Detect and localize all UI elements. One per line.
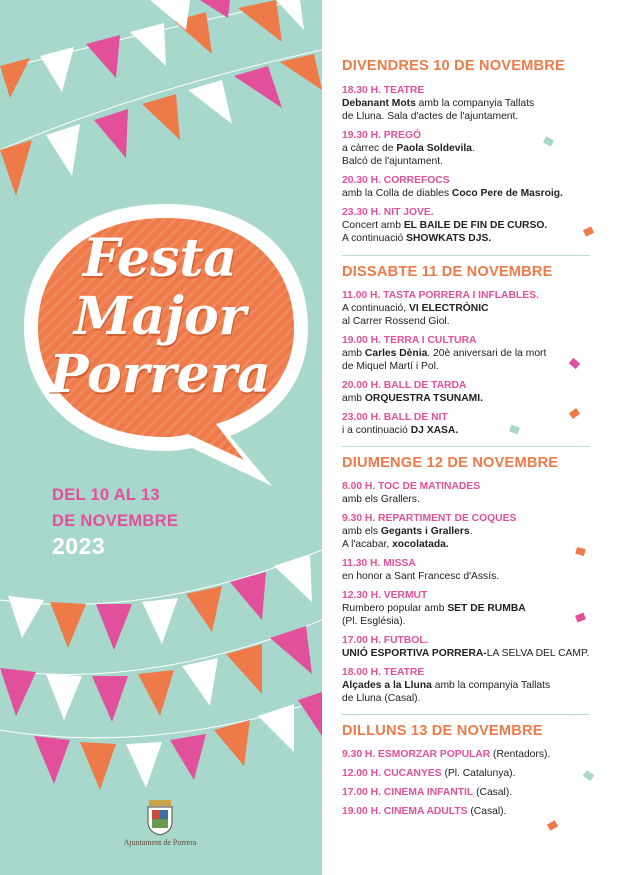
- event-time-title: 20.00 H. BALL DE TARDA: [342, 380, 467, 391]
- event-description: en honor a Sant Francesc d'Assís.: [342, 571, 500, 582]
- poster-year: 2023: [52, 533, 106, 559]
- pennant-row-3: [8, 554, 312, 650]
- event-description: A l'acabar, xocolatada.: [342, 539, 449, 550]
- confetti-piece: [575, 547, 586, 556]
- event-time-title: 9.30 H. REPARTIMENT DE COQUES: [342, 513, 517, 524]
- event-description: amb Carles Dènia. 20è aniversari de la mort: [342, 348, 547, 359]
- confetti-piece: [509, 425, 520, 435]
- event-time-title: 17.00 H. FUTBOL.: [342, 635, 429, 646]
- day-heading-monday: DILLUNS 13 DE NOVEMBRE: [342, 723, 543, 739]
- section-divider: [342, 714, 590, 715]
- program-panel: [322, 0, 622, 875]
- event-time-title: 20.30 H. CORREFOCS: [342, 175, 450, 186]
- coat-of-arms-logo: [130, 796, 190, 841]
- event-entry: 12.00 H. CUCANYES (Pl. Catalunya).: [342, 768, 516, 779]
- poster-title-porrera: Porrera: [49, 344, 271, 405]
- dates-range-line1: DEL 10 AL 13: [52, 486, 160, 504]
- dates-range-line2: DE NOVEMBRE: [52, 512, 179, 530]
- event-description: i a continuació DJ XASA.: [342, 425, 459, 436]
- event-time-title: 23.30 H. NIT JOVE.: [342, 207, 434, 218]
- event-description: A continuació SHOWKATS DJS.: [342, 233, 492, 244]
- event-description: Rumbero popular amb SET DE RUMBA: [342, 603, 526, 614]
- event-description: A continuació, VI ELECTRÒNIC: [342, 303, 489, 314]
- event-description: (Pl. Església).: [342, 616, 406, 627]
- event-description: UNIÓ ESPORTIVA PORRERA-LA SELVA DEL CAMP.: [342, 648, 590, 659]
- event-entry: 19.00 H. CINEMA ADULTS (Casal).: [342, 806, 507, 817]
- event-entry: 17.00 H. CINEMA INFANTIL (Casal).: [342, 787, 513, 798]
- pennant-row-5: [34, 692, 322, 790]
- event-description: amb els Grallers.: [342, 494, 420, 505]
- event-time-title: 18.30 H. TEATRE: [342, 85, 425, 96]
- event-description: Balcó de l'ajuntament.: [342, 156, 443, 167]
- event-time-title: 18.00 H. TEATRE: [342, 667, 425, 678]
- bottom-bunting-decoration: [0, 540, 322, 800]
- event-description: a càrrec de Paola Soldevila.: [342, 143, 475, 154]
- event-description: de Lluna (Casal).: [342, 693, 421, 704]
- event-time-title: 19.00 H. TERRA I CULTURA: [342, 335, 477, 346]
- event-entry: 9.30 H. ESMORZAR POPULAR (Rentadors).: [342, 749, 551, 760]
- event-description: de Lluna. Sala d'actes de l'ajuntament.: [342, 111, 519, 122]
- confetti-piece: [583, 226, 594, 236]
- section-divider: [342, 446, 590, 447]
- event-description: Alçades a la Lluna amb la companyia Tallats: [342, 680, 551, 691]
- event-time-title: 19.30 H. PREGÓ: [342, 130, 421, 141]
- event-description: amb ORQUESTRA TSUNAMI.: [342, 393, 483, 404]
- pennant-row-2: [0, 54, 322, 196]
- coat-of-arms-icon: [130, 796, 190, 836]
- day-heading-friday: DIVENDRES 10 DE NOVEMBRE: [342, 58, 565, 74]
- day-heading-sunday: DIUMENGE 12 DE NOVEMBRE: [342, 455, 559, 471]
- event-description: Debanant Mots amb la companyia Tallats: [342, 98, 535, 109]
- event-time-title: 8.00 H. TOC DE MATINADES: [342, 481, 481, 492]
- day-heading-saturday: DISSABTE 11 DE NOVEMBRE: [342, 264, 553, 280]
- event-time-title: 12.30 H. VERMUT: [342, 590, 428, 601]
- event-description: amb els Gegants i Grallers.: [342, 526, 473, 537]
- organizer-caption: Ajuntament de Porrera: [123, 838, 197, 847]
- event-time-title: 23.00 H. BALL DE NIT: [342, 412, 448, 423]
- poster-title-major: Major: [73, 286, 247, 347]
- event-description: amb la Colla de diables Coco Pere de Masroig.: [342, 188, 563, 199]
- event-description: de Miquel Martí i Pol.: [342, 361, 439, 372]
- confetti-piece: [583, 770, 594, 781]
- event-time-title: 11.00 H. TASTA PORRERA I INFLABLES.: [342, 290, 539, 301]
- confetti-piece: [575, 613, 586, 623]
- confetti-piece: [547, 820, 558, 831]
- event-description: Concert amb EL BAILE DE FIN DE CURSO.: [342, 220, 548, 231]
- confetti-piece: [569, 358, 580, 369]
- event-description: al Carrer Rossend Giol.: [342, 316, 450, 327]
- section-divider: [342, 255, 590, 256]
- confetti-piece: [543, 136, 554, 147]
- event-time-title: 11.30 H. MISSA: [342, 558, 416, 569]
- confetti-piece: [569, 408, 580, 419]
- poster-title-festa: Festa: [82, 228, 238, 289]
